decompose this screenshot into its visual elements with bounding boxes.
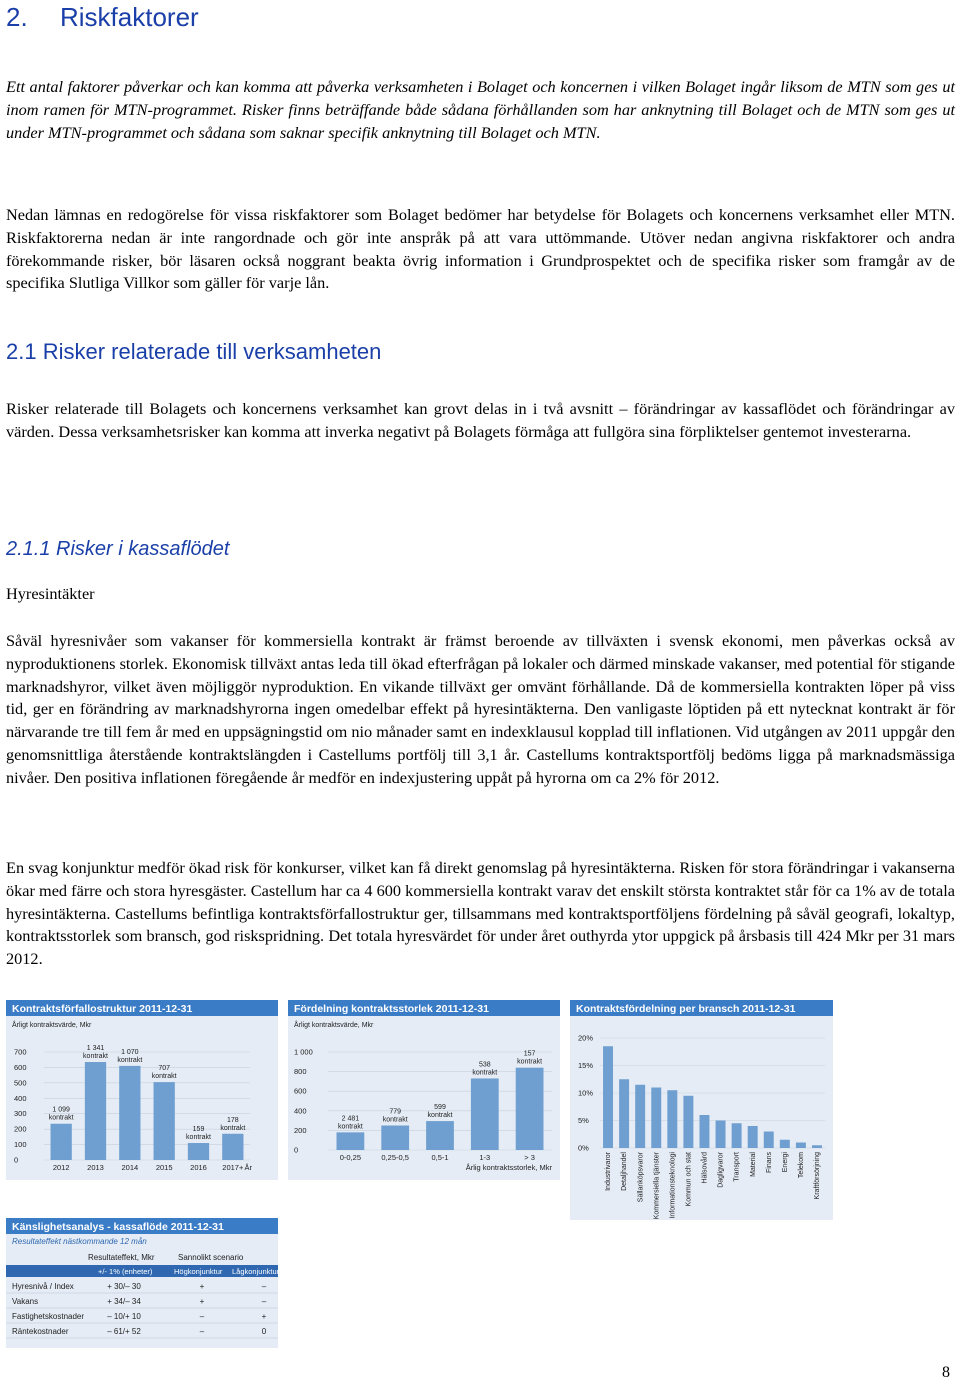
y-tick-label: 500 bbox=[14, 1078, 27, 1088]
x-tick-label: Material bbox=[749, 1152, 757, 1177]
bar bbox=[222, 1134, 243, 1160]
x-tick-label: Sällanköpsvaror bbox=[637, 1152, 645, 1203]
bar-annotation: 779 bbox=[389, 1108, 402, 1116]
chart-2-svg bbox=[570, 1000, 833, 1220]
y-tick-label: 700 bbox=[14, 1047, 27, 1057]
x-tick-label: Transport bbox=[733, 1152, 741, 1182]
bar-annotation: 178 bbox=[226, 1116, 239, 1124]
bar-annotation: kontrakt bbox=[48, 1114, 74, 1122]
y-tick-label: 200 bbox=[294, 1125, 307, 1135]
table-cell-effect: – 10/+ 10 bbox=[107, 1312, 141, 1321]
bar bbox=[426, 1121, 454, 1150]
x-tick-label: Dagligvaror bbox=[717, 1152, 725, 1188]
bar-annotation: kontrakt bbox=[382, 1116, 408, 1124]
x-tick-label: Energi bbox=[781, 1152, 789, 1173]
bar bbox=[748, 1126, 758, 1148]
bar bbox=[796, 1143, 806, 1149]
intro-paragraph: Nedan lämnas en redogörelse för vissa riskfaktorer som Bolaget bedömer har betydelse för Bolagets och koncernens verksamhet eller MTN. Riskfaktorerna nedan är inte rangordnade och gör inte anspråk på att vara uttömmande. Utöver nedan angivna riskfaktorer och andra förekommande risker, bör läsaren också noggrant beakta övrig information i Grundprospektet och de specifika risker som framgår av de specifika Slutliga Villkor som gäller för varje lån. bbox=[6, 205, 955, 293]
x-tick-label: Kommun och stat bbox=[685, 1152, 693, 1207]
table-col-header: Sannolikt scenario bbox=[178, 1253, 244, 1262]
chart-1-svg bbox=[288, 1000, 560, 1180]
y-tick-label: 400 bbox=[294, 1106, 307, 1116]
bar bbox=[516, 1068, 544, 1150]
table-title: Känslighetsanalys - kassaflöde 2011-12-31 bbox=[12, 1221, 224, 1233]
bar bbox=[381, 1126, 409, 1151]
bar-annotation: 157 bbox=[523, 1050, 536, 1058]
bar-annotation: 1 070 bbox=[121, 1048, 139, 1056]
table-cell-high: + bbox=[199, 1297, 205, 1306]
table-row-label: Räntekostnader bbox=[12, 1327, 69, 1336]
x-tick-label: Industrivaror bbox=[605, 1152, 613, 1191]
intro-italic-paragraph: Ett antal faktorer påverkar och kan komma att påverka verksamheten i Bolaget och koncernen i vilken Bolaget ingår liksom de MTN som ges ut inom ramen för MTN-programmet. Risker finns beträffande både sådana förhållanden som har anknytning till Bolaget och de MTN som ges ut under MTN-programmet och sådana som saknar specifik anknytning till Bolaget och MTN. bbox=[6, 77, 955, 142]
y-tick-label: 600 bbox=[14, 1062, 27, 1072]
table-cell-high: + bbox=[199, 1282, 205, 1291]
bar bbox=[119, 1066, 140, 1160]
x-tick-label: 2014 bbox=[121, 1163, 139, 1172]
bar bbox=[683, 1096, 693, 1148]
table-subheader: Lågkonjunktur bbox=[232, 1267, 278, 1276]
y-tick-label: 10% bbox=[578, 1088, 594, 1098]
chart-ylabel: Årligt kontraktsvärde, Mkr bbox=[294, 1022, 374, 1029]
y-tick-label: 20% bbox=[578, 1033, 594, 1043]
bar-annotation: kontrakt bbox=[337, 1123, 363, 1131]
bar bbox=[154, 1082, 175, 1160]
bar bbox=[716, 1121, 726, 1149]
bar-annotation: kontrakt bbox=[186, 1134, 211, 1142]
bar-annotation: 1 099 bbox=[52, 1106, 70, 1114]
bar bbox=[780, 1140, 790, 1148]
y-tick-label: 200 bbox=[14, 1124, 27, 1134]
x-tick-label: Kommersiella tjänster bbox=[653, 1152, 661, 1220]
paragraph-hyresintakter-2: En svag konjunktur medför ökad risk för konkurser, vilket kan få direkt genomslag på hyresintäkterna. Risken för stora förändringar i vakanserna ökar med färre och stora hyresgäster. Castellum har ca 4 600 kommersiella kontrakt varav det enskilt största kontraktet står för ca 1% av de totala hyresintäkterna. Castellums befintliga kontraktsförfallostruktur ger, tillsammans med kontraktsportföljens fördelning på såväl geografi, lokaltyp, kontraktsstorlek som bransch, god riskspridning. Det totala hyresvärdet för under året outhyrda ytor uppgick på årsbasis till 424 Mkr per 31 mars 2012. bbox=[6, 858, 955, 969]
bar bbox=[651, 1088, 661, 1149]
y-tick-label: 100 bbox=[14, 1140, 27, 1150]
x-tick-label: 2015 bbox=[155, 1163, 173, 1172]
table-row-label: Vakans bbox=[12, 1297, 39, 1306]
y-tick-label: 0% bbox=[578, 1143, 589, 1153]
y-tick-label: 5% bbox=[578, 1116, 589, 1125]
table-row-label: Hyresnivå / Index bbox=[12, 1282, 74, 1291]
x-tick-label: Informationsteknologi bbox=[669, 1152, 677, 1219]
chart-ylabel: Årligt kontraktsvärde, Mkr bbox=[12, 1022, 92, 1029]
bar bbox=[188, 1143, 209, 1160]
bar-annotation: kontrakt bbox=[151, 1073, 177, 1081]
y-tick-label: 300 bbox=[14, 1109, 27, 1119]
table-cell-low: + bbox=[261, 1312, 267, 1321]
chart-kontraktsstorlek bbox=[288, 1000, 560, 1185]
bar-annotation: 538 bbox=[478, 1061, 491, 1069]
table-cell-high: – bbox=[199, 1312, 205, 1321]
bar-annotation: 707 bbox=[158, 1065, 171, 1073]
bar bbox=[764, 1132, 774, 1149]
sensitivity-table bbox=[6, 1218, 278, 1353]
x-tick-label: 0-0,25 bbox=[339, 1153, 362, 1162]
paragraph-2-1: Risker relaterade till Bolagets och koncernens verksamhet kan grovt delas in i två avsnitt – förändringar av kassaflödet och förändringar av värden. Dessa verksamhetsrisker kan komma att inverka negativt på Bolagets förmåga att fullgöra sina förpliktelser gentemot investerarna. bbox=[6, 399, 955, 441]
bar-annotation: 159 bbox=[192, 1126, 205, 1134]
chart-0-svg bbox=[6, 1000, 278, 1180]
x-tick-label: 2016 bbox=[190, 1163, 207, 1172]
x-tick-label: Finans bbox=[765, 1152, 773, 1174]
bar-annotation: kontrakt bbox=[472, 1069, 498, 1077]
table-cell-low: – bbox=[261, 1297, 267, 1306]
x-tick-label: 0,25-0,5 bbox=[381, 1153, 409, 1162]
bar bbox=[337, 1132, 365, 1150]
x-tick-label: Hälsovård bbox=[701, 1152, 709, 1184]
chart-title: Kontraktsförfallostruktur 2011-12-31 bbox=[12, 1003, 193, 1015]
table-cell-effect: + 30/– 30 bbox=[107, 1282, 141, 1291]
table-cell-low: – bbox=[261, 1282, 267, 1291]
x-tick-label: 1-3 bbox=[479, 1153, 491, 1162]
bar-annotation: kontrakt bbox=[517, 1058, 543, 1066]
bar bbox=[619, 1079, 629, 1148]
table-cell-effect: – 61/+ 52 bbox=[107, 1327, 141, 1336]
chart-xlabel: År bbox=[244, 1163, 252, 1172]
section-number: 2. bbox=[6, 2, 28, 32]
bar-annotation: kontrakt bbox=[117, 1056, 143, 1064]
x-tick-label: Telekom bbox=[797, 1152, 805, 1179]
section-title: Riskfaktorer bbox=[60, 2, 199, 32]
bar-annotation: kontrakt bbox=[220, 1124, 246, 1132]
bar bbox=[699, 1115, 709, 1148]
chart-kontraktsforfallostruktur bbox=[6, 1000, 278, 1185]
table-subheader: +/- 1% (enheter) bbox=[98, 1267, 153, 1276]
y-tick-label: 400 bbox=[14, 1093, 27, 1103]
bar-annotation: 599 bbox=[434, 1104, 446, 1112]
bar bbox=[85, 1062, 106, 1160]
x-tick-label: 2017+ bbox=[222, 1163, 244, 1172]
x-tick-label: > 3 bbox=[524, 1153, 535, 1162]
subsection-heading-2-1-1: 2.1.1 Risker i kassaflödet bbox=[6, 538, 230, 560]
y-tick-label: 0 bbox=[14, 1155, 19, 1165]
chart-bransch bbox=[570, 1000, 833, 1225]
bar bbox=[812, 1145, 822, 1148]
bar bbox=[667, 1090, 677, 1148]
bar bbox=[732, 1123, 742, 1148]
y-tick-label: 15% bbox=[578, 1061, 594, 1070]
chart-title: Fördelning kontraktsstorlek 2011-12-31 bbox=[294, 1003, 489, 1015]
x-tick-label: Kraftförsörjning bbox=[814, 1152, 822, 1200]
chart-title: Kontraktsfördelning per bransch 2011-12-31 bbox=[576, 1003, 796, 1015]
x-tick-label: Detaljhandel bbox=[621, 1152, 629, 1191]
table-subheader: Högkonjunktur bbox=[174, 1267, 223, 1276]
bar-annotation: kontrakt bbox=[427, 1112, 453, 1120]
page-number: 8 bbox=[942, 1364, 950, 1381]
bar-annotation: 2 481 bbox=[341, 1115, 360, 1123]
x-tick-label: 2012 bbox=[52, 1163, 70, 1172]
paragraph-hyresintakter-1: Såväl hyresnivåer som vakanser för kommersiella kontrakt är främst beroende av tillväxten i svensk ekonomi, men påverkas också av nyproduktionens storlek. Ekonomisk tillväxt antas leda till ökad efterfrågan på lokaler och därmed minskade vakanser, med potential för stigande marknadshyror, vilket även möjliggör nyproduktion. En vikande tillväxt ger omvänt förhållande. Då de kommersiella kontrakten löper på viss tid, ger en förändring av marknadshyrorna ingen omedelbar effekt på hyresintäkterna. Den vanligaste löptiden på ett nytecknat kontrakt är för närvarande tre till fem år med en uppsägningstid om nio månader samt en indexklausul kopplad till inflationen. Vid utgången av 2011 uppgår den genomsnittliga återstående kontraktslängden i Castellums portfölj till 3,1 år. Castellums kontraktsportfölj bedöms ligga på marknadsmässiga nivåer. Den positiva inflationen föregående år medför en indexjustering uppåt på hyrorna om ca 2% för 2012. bbox=[6, 631, 955, 787]
y-tick-label: 1 000 bbox=[294, 1047, 313, 1057]
chart-3-svg bbox=[6, 1218, 278, 1348]
subsection-heading-2-1: 2.1 Risker relaterade till verksamheten bbox=[6, 339, 382, 364]
table-cell-effect: + 34/– 34 bbox=[107, 1297, 141, 1306]
x-tick-label: 0,5-1 bbox=[431, 1153, 449, 1162]
table-cell-high: – bbox=[199, 1327, 205, 1336]
table-col-header: Resultateffekt, Mkr bbox=[88, 1253, 155, 1262]
x-tick-label: 2013 bbox=[87, 1163, 104, 1172]
bar-annotation: 1 341 bbox=[86, 1045, 105, 1053]
section-heading bbox=[6, 2, 199, 33]
bar bbox=[471, 1078, 499, 1150]
chart-xlabel: Årlig kontraktsstorlek, Mkr bbox=[465, 1163, 552, 1172]
bar bbox=[603, 1046, 613, 1148]
bar bbox=[635, 1085, 645, 1148]
y-tick-label: 800 bbox=[294, 1067, 307, 1077]
table-cell-low: 0 bbox=[261, 1327, 267, 1336]
table-row-label: Fastighetskostnader bbox=[12, 1312, 85, 1321]
y-tick-label: 0 bbox=[294, 1145, 299, 1155]
bar bbox=[51, 1124, 72, 1160]
table-subtitle: Resultateffekt nästkommande 12 mån bbox=[12, 1237, 147, 1246]
subheading-hyresintakter: Hyresintäkter bbox=[6, 584, 95, 603]
y-tick-label: 600 bbox=[294, 1086, 307, 1096]
bar-annotation: kontrakt bbox=[83, 1053, 108, 1061]
